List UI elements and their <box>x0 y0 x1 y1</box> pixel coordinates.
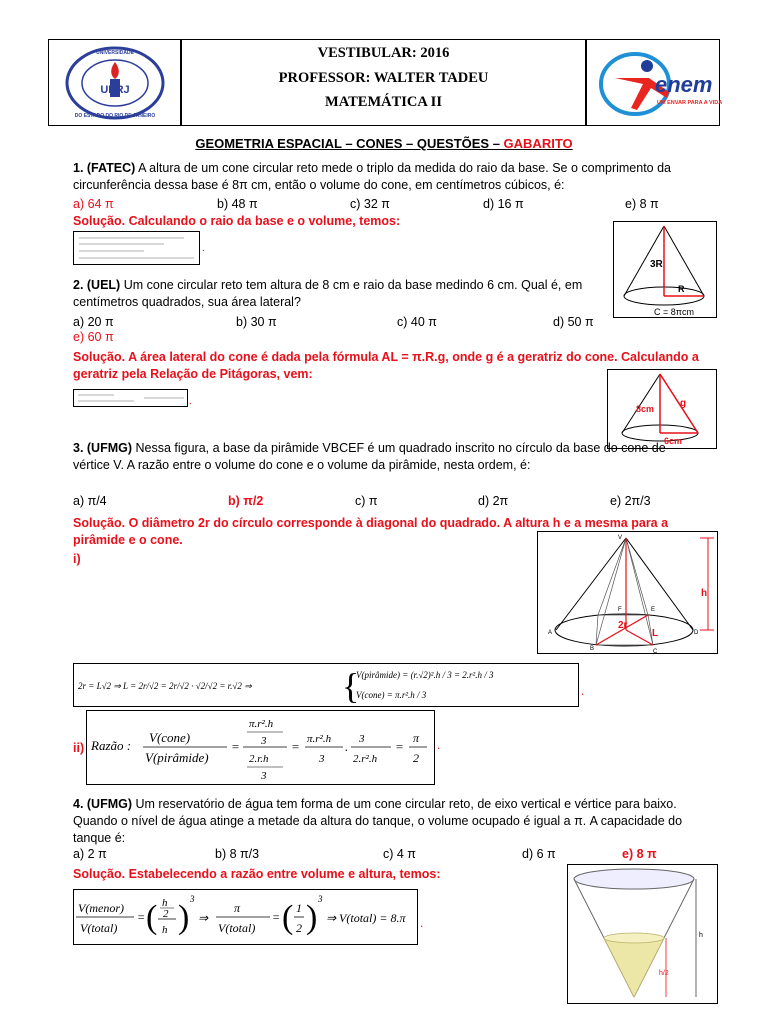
svg-text:B: B <box>590 646 595 652</box>
svg-text:(: ( <box>282 899 294 936</box>
svg-text:2: 2 <box>163 908 169 920</box>
q1-option-a: a) 64 π <box>73 197 114 211</box>
svg-text:=: = <box>272 910 281 924</box>
svg-text:3R: 3R <box>650 259 663 270</box>
svg-text:h: h <box>162 897 168 909</box>
q4-option-d: d) 6 π <box>522 847 556 861</box>
q2-option-c: c) 40 π <box>397 315 437 329</box>
q3-formula-ii <box>86 710 435 785</box>
svg-text:2r = L√2 ⇒ L = 2r/√2 = 2r/√2 ·: 2r = L√2 ⇒ L = 2r/√2 = 2r/√2 · √2/√2 = r.√2 ⇒ <box>78 681 252 691</box>
q2-formula-image <box>73 389 188 407</box>
page-title: GEOMETRIA ESPACIAL – CONES – QUESTÕES – GABARITO <box>195 136 573 151</box>
svg-text:⇒ V(total) = 8.π: ⇒ V(total) = 8.π <box>326 911 406 925</box>
formula-render <box>74 664 578 706</box>
svg-text:⇒: ⇒ <box>198 911 209 925</box>
q4-option-c: c) 4 π <box>383 847 416 861</box>
q3-cone-pyramid-figure <box>537 531 718 654</box>
svg-text:V(menor): V(menor) <box>78 901 124 915</box>
q2-option-d: d) 50 π <box>553 315 594 329</box>
q2-option-e: e) 60 π <box>73 330 114 344</box>
header-line1: VESTIBULAR: 2016 <box>317 45 450 61</box>
q2-solution: Solução. A área lateral do cone é dada pela fórmula AL = π.R.g, onde g é a geratriz do cone. Calculando a geratriz pela Relação de Pitágoras, vem: <box>73 350 699 381</box>
svg-text:V(cone) = π.r².h / 3: V(cone) = π.r².h / 3 <box>356 690 427 700</box>
svg-text:UERJ: UERJ <box>100 84 130 96</box>
svg-text:=: = <box>231 739 240 754</box>
q3-option-c: c) π <box>355 494 378 508</box>
svg-text:C = 8πcm: C = 8πcm <box>654 307 694 317</box>
svg-text:(: ( <box>146 899 158 936</box>
svg-text:V(total): V(total) <box>218 921 256 935</box>
svg-text:V: V <box>618 535 623 541</box>
q2-cone-figure <box>607 369 717 449</box>
svg-text:UNIVERSIDADE: UNIVERSIDADE <box>96 50 134 56</box>
svg-text:2: 2 <box>413 751 419 765</box>
svg-text:2.r.h: 2.r.h <box>249 753 269 765</box>
q3-option-a: a) π/4 <box>73 494 107 508</box>
q3-step-i: i) <box>73 552 81 566</box>
svg-text:): ) <box>178 899 190 936</box>
svg-text:3: 3 <box>261 735 267 747</box>
svg-text:DO ESTADO DO RIO DE JANEIRO: DO ESTADO DO RIO DE JANEIRO <box>74 113 156 119</box>
question-3: 3. (UFMG) Nessa figura, a base da pirâmide VBCEF é um quadrado inscrito no círculo da base do cone de vértice V. A razão entre o volume do cone e o volume da pirâmide, nesta ordem, é: <box>73 441 666 472</box>
formula-lines <box>74 390 187 406</box>
svg-text:1: 1 <box>296 901 302 915</box>
svg-text:A: A <box>548 630 553 636</box>
q1-option-e: e) 8 π <box>625 197 659 211</box>
svg-text:.: . <box>345 739 349 754</box>
q3-option-d: d) 2π <box>478 494 509 508</box>
svg-text:3: 3 <box>190 894 195 904</box>
svg-text:3: 3 <box>359 733 365 745</box>
svg-text:8cm: 8cm <box>636 404 655 414</box>
q4-formula <box>73 889 418 945</box>
svg-text:g: g <box>680 398 687 409</box>
svg-text:=: = <box>291 739 300 754</box>
q3-option-e: e) 2π/3 <box>610 494 651 508</box>
svg-text:Razão :: Razão : <box>91 738 132 753</box>
svg-text:C: C <box>653 649 658 655</box>
svg-text:V(pirâmide) = (r.√2)².h / 3 =: V(pirâmide) = (r.√2)².h / 3 = 2.r².h / 3 <box>356 670 494 680</box>
q4-tank-figure <box>567 864 718 1004</box>
svg-text:π.r².h: π.r².h <box>249 718 274 730</box>
q1-solution: Solução. Calculando o raio da base e o volume, temos: <box>73 214 401 228</box>
svg-text:L: L <box>652 628 659 639</box>
svg-text:): ) <box>306 899 318 936</box>
q1-option-d: d) 16 π <box>483 197 524 211</box>
svg-text:6cm: 6cm <box>664 436 683 446</box>
svg-text:h: h <box>699 932 703 939</box>
svg-text:h: h <box>701 588 708 599</box>
q1-cone-figure <box>613 221 717 318</box>
cone-tank-diagram <box>568 865 717 1003</box>
formula-render <box>74 890 417 944</box>
q4-option-b: b) 8 π/3 <box>215 847 260 861</box>
svg-text:V(pirâmide): V(pirâmide) <box>145 750 209 765</box>
q3-step-ii: ii) <box>73 741 85 755</box>
cone-diagram <box>538 532 717 653</box>
header-divider <box>585 40 587 125</box>
svg-text:h: h <box>162 924 168 936</box>
header-line2: PROFESSOR: WALTER TADEU <box>278 70 489 86</box>
q3-formula-i <box>73 663 579 707</box>
svg-text:π: π <box>413 731 420 745</box>
formula-lines <box>74 232 199 264</box>
question-2: 2. (UEL) Um cone circular reto tem altura de 8 cm e raio da base medindo 6 cm. Qual é, em centímetros quadrados, sua área lateral? <box>73 278 583 309</box>
q3-solution: Solução. O diâmetro 2r do círculo corresponde à diagonal do quadrado. A altura h e a mesma para a pirâmide e o cone. <box>73 516 669 547</box>
svg-text:h/2: h/2 <box>659 970 669 977</box>
q4-option-e: e) 8 π <box>622 847 657 861</box>
svg-text:UM ENVAR PARA A VIDA: UM ENVAR PARA A VIDA <box>657 100 723 106</box>
q2-option-a: a) 20 π <box>73 315 114 329</box>
svg-text:D: D <box>694 630 699 636</box>
svg-text:3: 3 <box>319 753 325 765</box>
q3-option-b: b) π/2 <box>228 494 264 508</box>
svg-text:3: 3 <box>261 770 267 782</box>
svg-text:=: = <box>137 910 146 924</box>
svg-text:=: = <box>395 739 404 754</box>
q1-formula-image <box>73 231 200 265</box>
cone-diagram <box>608 370 716 448</box>
svg-text:2r: 2r <box>618 620 628 631</box>
question-1: 1. (FATEC) A altura de um cone circular reto mede o triplo da medida do raio da base. Se o comprimento da circunferência dessa base é 8π cm, então o volume do cone, em centímetros cúbicos, é: <box>73 161 671 192</box>
svg-text:2.r².h: 2.r².h <box>353 753 378 765</box>
svg-text:V(total): V(total) <box>80 921 118 935</box>
svg-text:F: F <box>618 607 622 613</box>
svg-text:3: 3 <box>318 894 323 904</box>
svg-text:enem: enem <box>655 72 713 97</box>
q4-option-a: a) 2 π <box>73 847 107 861</box>
svg-text:2: 2 <box>296 921 302 935</box>
q4-solution: Solução. Estabelecendo a razão entre volume e altura, temos: <box>73 867 441 881</box>
svg-text:E: E <box>651 607 656 613</box>
svg-text:π.r².h: π.r².h <box>307 733 332 745</box>
svg-text:{: { <box>342 666 360 706</box>
header-line3: MATEMÁTICA II <box>325 94 442 110</box>
q2-option-b: b) 30 π <box>236 315 277 329</box>
enem-logo <box>597 48 723 118</box>
cone-diagram <box>614 222 716 317</box>
svg-text:V(cone): V(cone) <box>149 730 191 745</box>
q1-option-b: b) 48 π <box>217 197 258 211</box>
q1-option-c: c) 32 π <box>350 197 390 211</box>
svg-text:R: R <box>678 284 685 294</box>
formula-render <box>87 711 434 784</box>
uerj-logo <box>61 46 169 120</box>
question-4: 4. (UFMG) Um reservatório de água tem forma de um cone circular reto, de eixo vertical e vértice para baixo. Quando o nível de água atinge a metade da altura do tanque, o volume ocupado é igual a π. A capacidade do tanque é: <box>73 797 683 845</box>
header-box <box>48 39 723 126</box>
svg-text:π: π <box>234 901 241 915</box>
